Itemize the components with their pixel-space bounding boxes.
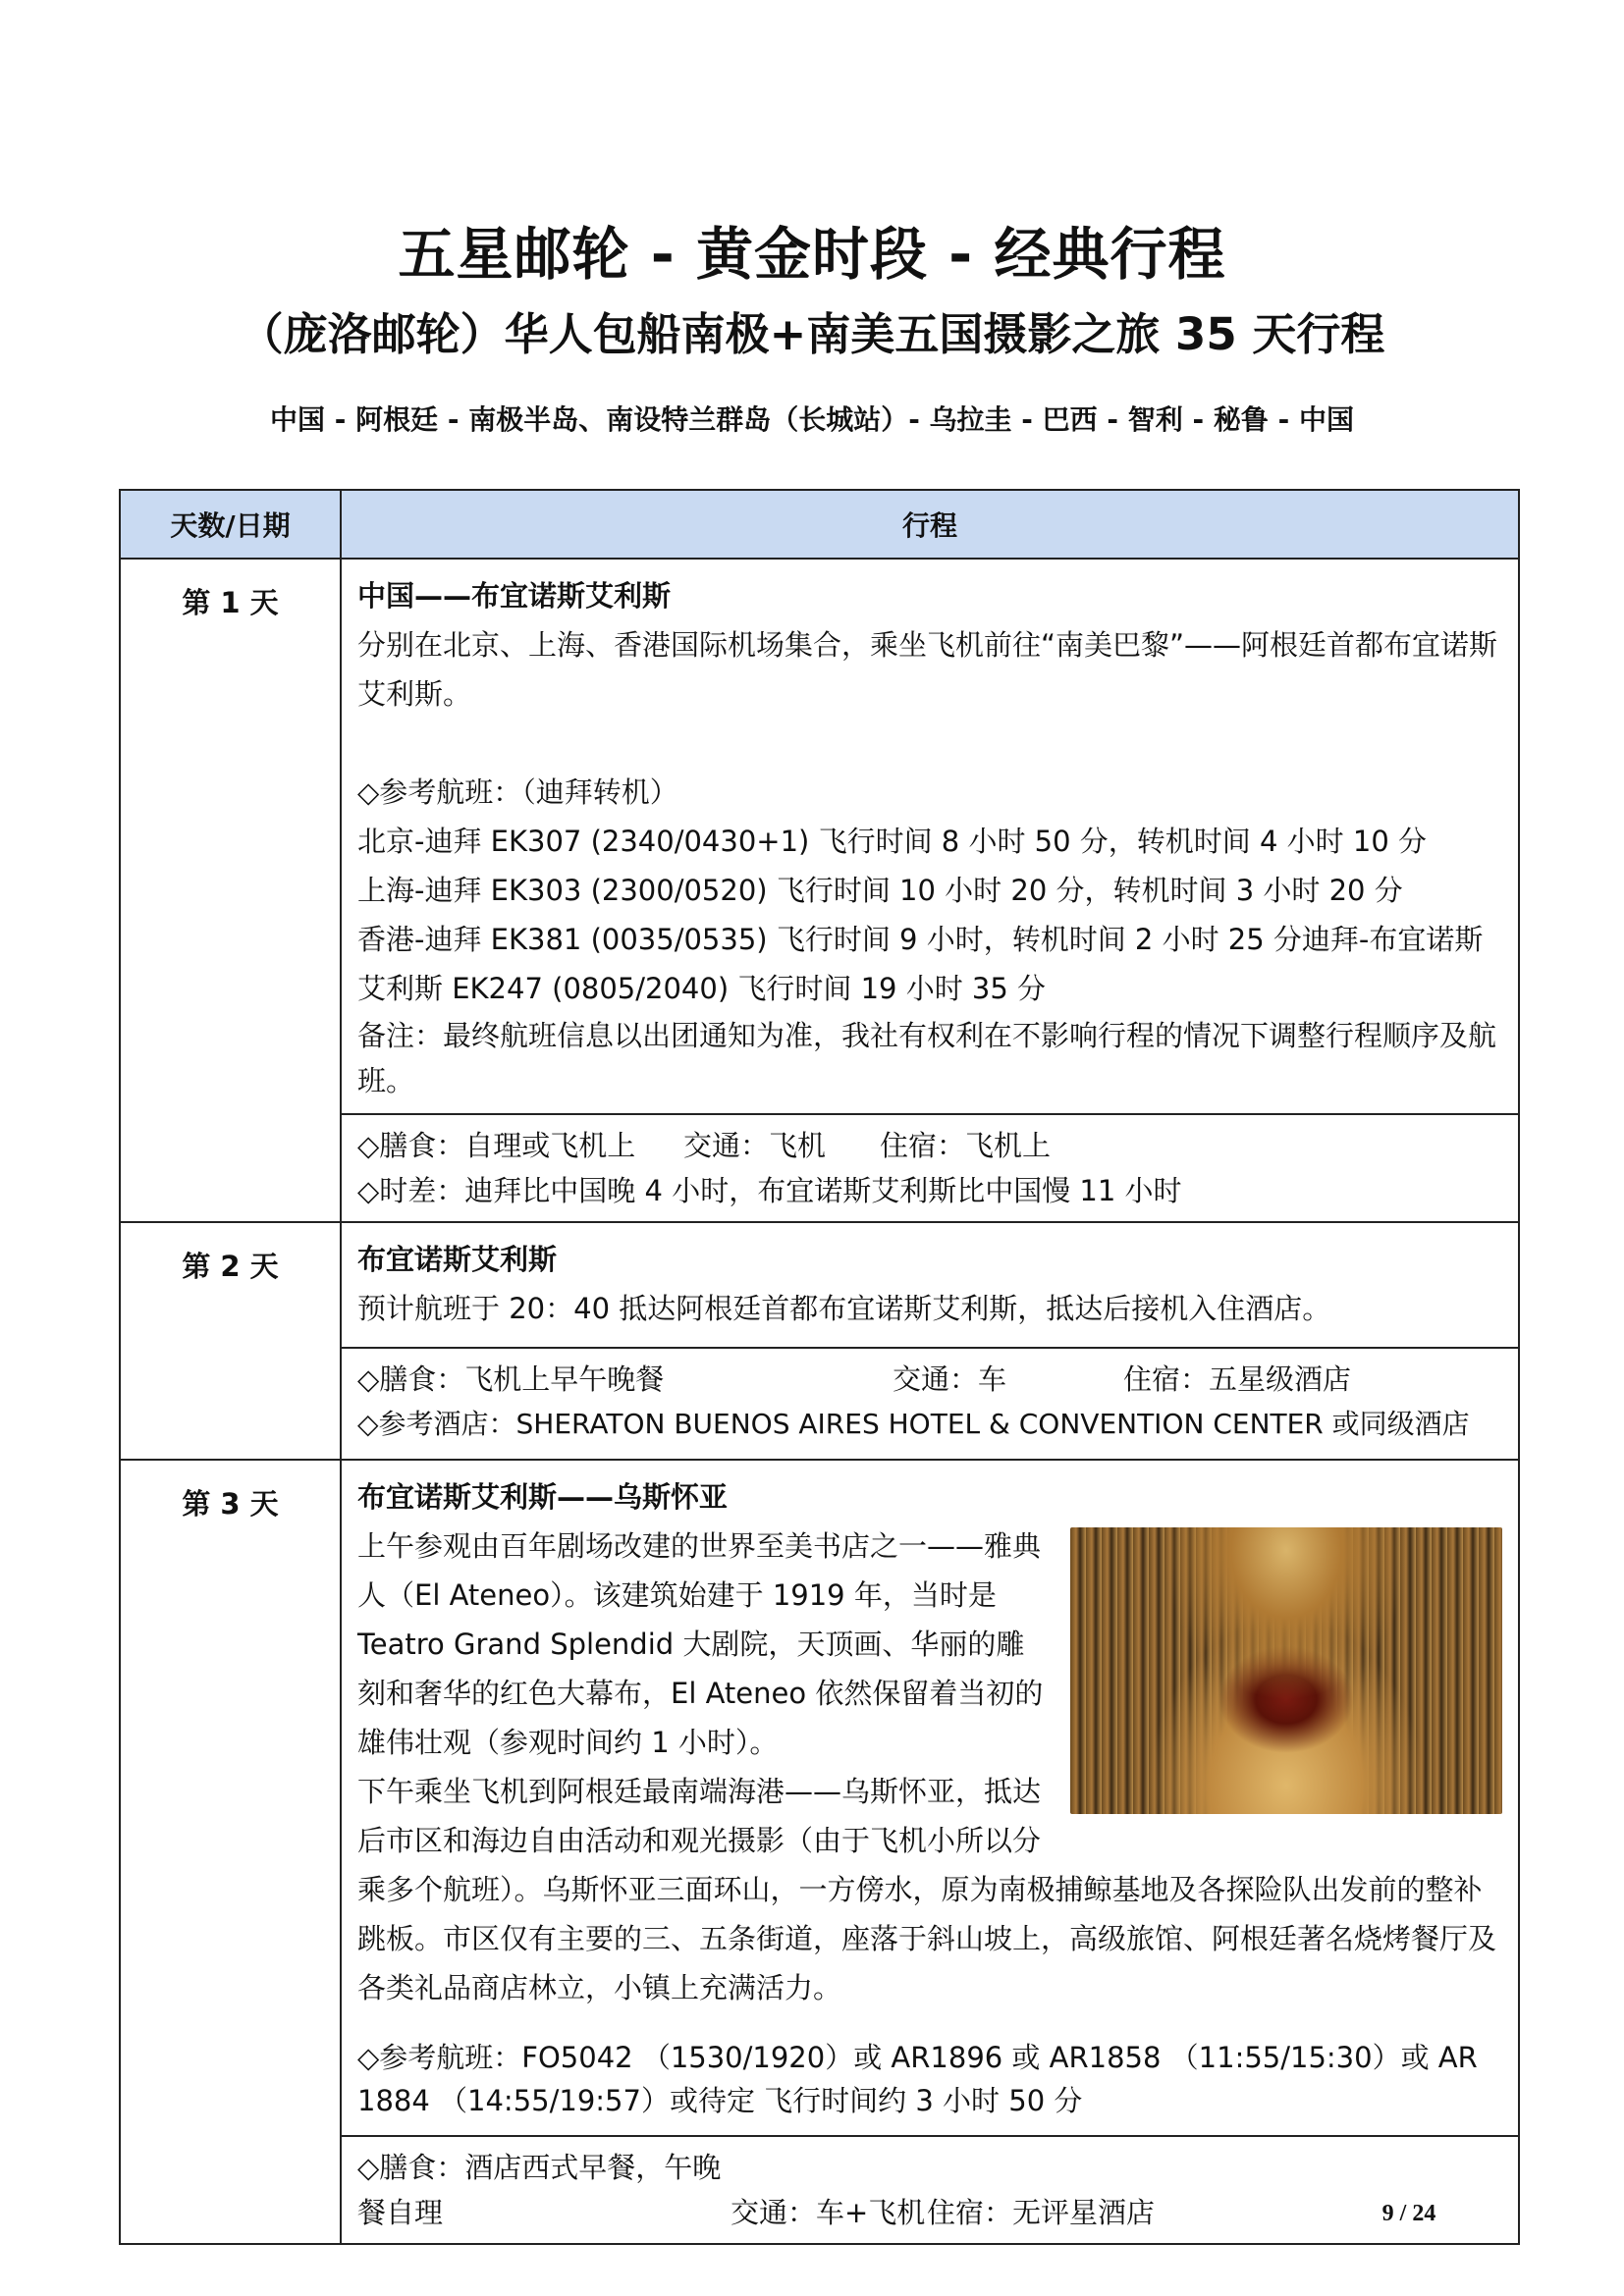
day-title: 布宜诺斯艾利斯 — [357, 1243, 558, 1276]
table-row — [120, 1222, 1519, 1348]
meal-info: ◇膳食：自理或飞机上 — [357, 1129, 636, 1162]
lodging-info: 住宿：飞机上 — [880, 1129, 1052, 1162]
hotel-info: ◇参考酒店：SHERATON BUENOS AIRES HOTEL & CONVENTION CENTER 或同级酒店 — [357, 1408, 1470, 1440]
table-row — [120, 559, 1519, 1114]
document-title: 五星邮轮 - 黄金时段 - 经典行程 — [398, 221, 1226, 288]
timezone-info: ◇时差：迪拜比中国晚 4 小时，布宜诺斯艾利斯比中国慢 11 小时 — [357, 1174, 1182, 1207]
day-title: 中国——布宜诺斯艾利斯 — [357, 579, 672, 613]
header-itinerary: 行程 — [341, 490, 1519, 559]
flight-note: 备注：最终航班信息以出团通知为准，我社有权利在不影响行程的情况下调整行程顺序及航班。 — [357, 1019, 1497, 1097]
document-subtitle: （庞洛邮轮）华人包船南极+南美五国摄影之旅 35 天行程 — [239, 308, 1385, 360]
flights-title: ◇参考航班：FO5042 （1530/1920）或 AR1896 或 AR1858 （11:55/15:30）或 AR 1884 （14:55/19:57）或待定 飞行时间约 3 小时 50 分 — [357, 2041, 1478, 2117]
flight-line: 香港-迪拜 EK381 (0035/0535) 飞行时间 9 小时，转机时间 2 小时 25 分迪拜-布宜诺斯艾利斯 EK247 (0805/2040) 飞行时间 19 小时 35 分 — [357, 923, 1484, 1005]
transport-info: 交通：飞机 — [683, 1129, 827, 1162]
day-label: 第 1 天 — [120, 559, 341, 1222]
day-label: 第 3 天 — [120, 1460, 341, 2244]
page-number: 9 / 24 — [1381, 2201, 1436, 2226]
day-meta — [341, 2136, 1519, 2244]
transport-info: 交通：车 — [893, 1362, 1007, 1396]
day-meta — [341, 1114, 1519, 1222]
day-description: 下午乘坐飞机到阿根廷最南端海港——乌斯怀亚，抵达后市区和海边自由活动和观光摄影（由于飞机小所以分乘多个航班）。乌斯怀亚三面环山，一方傍水，原为南极捕鲸基地及各探险队出发前的整补跳板。市区仅有主要的三、五条街道，座落于斜山坡上，高级旅馆、阿根廷著名烧烤餐厅及各类礼品商店林立，小镇上充满活力。 — [357, 1775, 1497, 2004]
route-line: 中国 - 阿根廷 - 南极半岛、南设特兰群岛（长城站）- 乌拉圭 - 巴西 - 智利 - 秘鲁 - 中国 — [269, 403, 1355, 436]
itinerary-table — [119, 489, 1520, 2245]
day-content — [341, 559, 1519, 1114]
transport-info: 交通：车+飞机 — [731, 2196, 926, 2229]
meal-info: ◇膳食：酒店西式早餐，午晚餐自理 — [357, 2151, 722, 2229]
header-day: 天数/日期 — [120, 490, 341, 559]
flight-line: 北京-迪拜 EK307 (2340/0430+1) 飞行时间 8 小时 50 分，转机时间 4 小时 10 分 — [357, 825, 1428, 858]
lodging-info: 住宿：无评星酒店 — [927, 2196, 1156, 2229]
day-description: 分别在北京、上海、香港国际机场集合，乘坐飞机前往“南美巴黎”——阿根廷首都布宜诺斯艾利斯。 — [357, 628, 1498, 711]
day-description: 预计航班于 20：40 抵达阿根廷首都布宜诺斯艾利斯，抵达后接机入住酒店。 — [357, 1292, 1331, 1325]
day-title: 布宜诺斯艾利斯——乌斯怀亚 — [357, 1480, 729, 1514]
day-content — [341, 1222, 1519, 1348]
lodging-info: 住宿：五星级酒店 — [1123, 1362, 1352, 1396]
meal-info: ◇膳食：飞机上早午晚餐 — [357, 1362, 665, 1396]
table-row — [120, 1460, 1519, 2136]
flights-title: ◇参考航班：（迪拜转机） — [357, 775, 678, 809]
flight-line: 上海-迪拜 EK303 (2300/0520) 飞行时间 10 小时 20 分，转机时间 3 小时 20 分 — [357, 874, 1403, 907]
day-content — [341, 1460, 1519, 2136]
day-meta — [341, 1348, 1519, 1460]
day-description: 上午参观由百年剧场改建的世界至美书店之一——雅典人（El Ateneo）。该建筑始建于 1919 年，当时是 Teatro Grand Splendid 大剧院，天顶画、华丽的雕刻和奢华的红色大幕布，El Ateneo 依然保留着当初的雄伟壮观（参观时间约 1 小时）。 — [357, 1529, 1044, 1759]
day-label: 第 2 天 — [120, 1222, 341, 1460]
bookstore-photo — [1070, 1527, 1502, 1814]
table-header-row — [120, 490, 1519, 559]
